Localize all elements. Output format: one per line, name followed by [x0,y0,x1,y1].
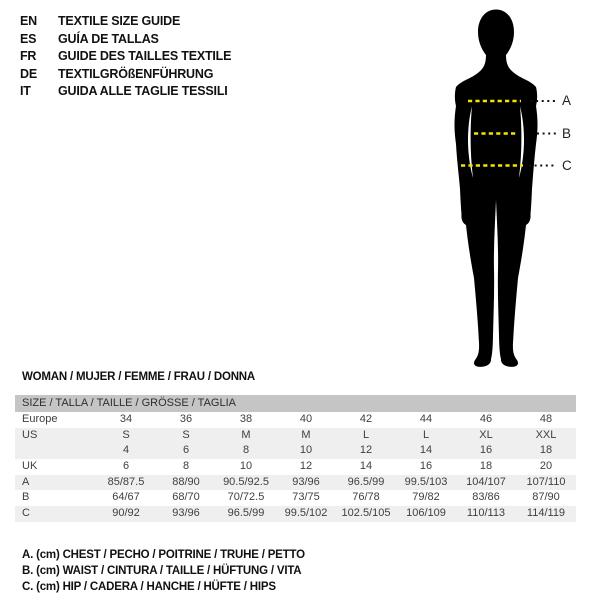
size-cell: 4 [122,444,130,457]
language-code: DE [20,66,37,81]
language-row [20,83,320,101]
size-cell: 38 [239,413,253,425]
size-table-body [15,412,576,522]
size-cell: 99.5/102 [284,507,328,520]
size-cell: 93/96 [172,507,200,520]
marker-label-chest: A [562,93,572,108]
size-cell: 12 [359,444,373,457]
language-code: FR [20,49,37,64]
section-title: WOMAN / MUJER / FEMME / FRAU / DONNA [22,371,256,383]
size-cell: S [122,428,130,441]
size-cell: 8 [182,460,190,473]
size-cell: 18 [539,444,553,457]
size-cell: 73/75 [292,491,320,504]
woman-silhouette [430,4,570,369]
size-cell: M [241,428,251,441]
size-cell: 20 [539,460,553,473]
legend-line: C. (cm) HIP / CADERA / HANCHE / HÜFTE / HIPS [22,581,276,594]
size-cell: 70/72.5 [227,491,265,504]
size-cell: 14 [359,460,373,473]
size-cell: 83/86 [472,491,500,504]
size-cell: 36 [179,413,193,425]
size-cell: 107/110 [526,475,566,488]
size-cell: 16 [419,460,433,473]
language-label: TEXTILE SIZE GUIDE [58,14,181,28]
size-cell: 90.5/92.5 [223,475,269,488]
language-row [20,48,320,66]
size-cell: 8 [242,444,250,457]
size-cell: 102.5/105 [341,507,391,520]
row-label [15,443,96,459]
size-cell: 96.5/99 [347,475,385,488]
table-row [15,428,576,444]
size-cell: 106/109 [406,507,446,520]
row-label: A [22,475,30,488]
language-row [20,66,320,84]
row-label: Europe [22,413,58,425]
measurement-legend [22,547,305,596]
size-cell: 93/96 [292,475,320,488]
marker-label-hip: C [562,157,572,173]
size-cell: 85/87.5 [107,475,145,488]
size-cell: 12 [299,460,313,473]
size-cell: 6 [182,444,190,457]
size-cell: 96.5/99 [227,507,265,520]
size-cell: 79/82 [412,491,440,504]
size-cell: L [362,428,370,441]
size-cell: M [301,428,311,441]
size-cell: 18 [479,460,493,473]
language-label: GUIDA ALLE TAGLIE TESSILI [58,84,228,99]
figure-wrap [430,4,570,369]
language-row [20,31,320,49]
size-cell: 14 [419,444,433,457]
row-label: B [22,491,30,504]
size-cell: 48 [539,413,553,425]
row-label: UK [22,460,38,473]
size-cell: 68/70 [172,491,200,504]
table-row [15,443,576,459]
language-label: GUÍA DE TALLAS [58,31,159,46]
table-row [15,490,576,506]
language-code: ES [20,31,37,46]
size-cell: 64/67 [112,491,140,504]
size-cell: 99.5/103 [404,475,448,488]
size-cell: 6 [122,460,130,473]
size-cell: 42 [359,413,373,425]
size-cell: XL [479,428,493,441]
size-cell: 40 [299,413,313,425]
size-table [15,395,576,522]
size-cell: 44 [419,413,433,425]
marker-label-waist: B [562,125,572,141]
size-cell: XXL [535,428,557,441]
table-row [15,475,576,491]
size-cell: 10 [299,444,313,457]
row-label: US [22,428,38,441]
table-row [15,459,576,475]
language-list [20,13,320,101]
legend-line: A. (cm) CHEST / PECHO / POITRINE / TRUHE / PETTO [22,549,305,561]
legend-line: B. (cm) WAIST / CINTURA / TAILLE / HÜFTUNG / VITA [22,565,302,578]
row-label: C [22,507,30,520]
size-cell: 16 [479,444,493,457]
size-cell: S [182,428,190,441]
language-label: TEXTILGRÖßENFÜHRUNG [58,66,214,81]
table-row [15,506,576,522]
size-cell: 104/107 [466,475,506,488]
size-cell: 88/90 [172,475,200,488]
language-row [20,13,320,31]
size-cell: 46 [479,413,493,425]
size-cell: 90/92 [112,507,140,520]
size-table-header: SIZE / TALLA / TAILLE / GRÖSSE / TAGLIA [15,395,576,412]
size-cell: 34 [119,413,133,425]
language-label: GUIDE DES TAILLES TEXTILE [58,49,232,64]
size-cell: 76/78 [352,491,380,504]
size-cell: 114/119 [526,507,566,520]
size-cell: 110/113 [466,507,506,520]
language-code: IT [20,84,31,99]
language-code: EN [20,14,37,28]
size-cell: L [422,428,430,441]
table-row [15,412,576,428]
silhouette-body [455,10,538,367]
size-cell: 10 [239,460,253,473]
size-cell: 87/90 [532,491,560,504]
